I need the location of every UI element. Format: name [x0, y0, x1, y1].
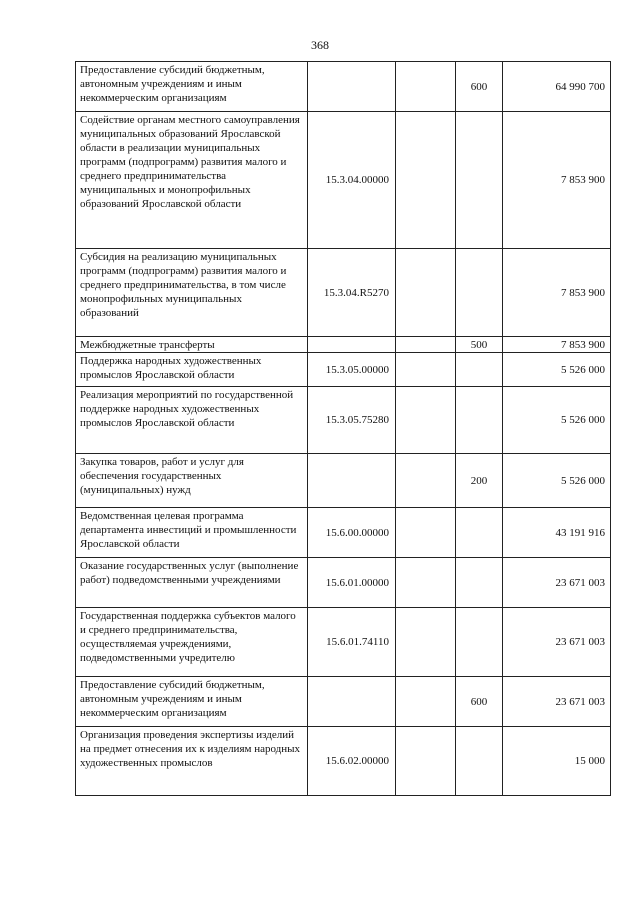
table-row — [76, 558, 611, 608]
row-code — [308, 677, 396, 727]
table-row — [76, 387, 611, 454]
row-amount: 5 526 000 — [503, 454, 611, 508]
row-expense-type: 600 — [456, 677, 503, 727]
row-expense-type: 500 — [456, 337, 503, 353]
page-number: 368 — [311, 38, 329, 52]
empty-cell — [396, 454, 456, 508]
row-expense-type — [456, 727, 503, 796]
row-code — [308, 337, 396, 353]
empty-cell — [396, 558, 456, 608]
row-amount: 7 853 900 — [503, 112, 611, 249]
row-code: 15.6.00.00000 — [308, 508, 396, 558]
row-code: 15.6.02.00000 — [308, 727, 396, 796]
row-name: Поддержка народных художественных промыслов Ярославской области — [76, 353, 308, 387]
row-amount: 23 671 003 — [503, 608, 611, 677]
empty-cell — [396, 112, 456, 249]
table-row — [76, 249, 611, 337]
row-amount: 23 671 003 — [503, 558, 611, 608]
table-row — [76, 677, 611, 727]
empty-cell — [396, 337, 456, 353]
empty-cell — [396, 387, 456, 454]
row-name: Субсидия на реализацию муниципальных программ (подпрограмм) развития малого и среднего предпринимательства, в том числе монопрофильных муниципальных образований — [76, 249, 308, 337]
row-amount: 23 671 003 — [503, 677, 611, 727]
row-amount: 5 526 000 — [503, 353, 611, 387]
table-row — [76, 112, 611, 249]
table-row — [76, 454, 611, 508]
row-code: 15.3.05.75280 — [308, 387, 396, 454]
empty-cell — [396, 608, 456, 677]
row-amount: 43 191 916 — [503, 508, 611, 558]
row-code: 15.6.01.74110 — [308, 608, 396, 677]
row-code: 15.3.04.00000 — [308, 112, 396, 249]
row-amount: 5 526 000 — [503, 387, 611, 454]
row-code — [308, 454, 396, 508]
row-name: Межбюджетные трансферты — [76, 337, 308, 353]
row-name: Государственная поддержка субъектов малого и среднего предпринимательства, осуществляемая учреждениями, подведомственными учредителю — [76, 608, 308, 677]
row-amount: 15 000 — [503, 727, 611, 796]
row-expense-type — [456, 249, 503, 337]
row-code: 15.6.01.00000 — [308, 558, 396, 608]
row-amount: 64 990 700 — [503, 62, 611, 112]
row-name: Закупка товаров, работ и услуг для обеспечения государственных (муниципальных) нужд — [76, 454, 308, 508]
row-code: 15.3.05.00000 — [308, 353, 396, 387]
row-expense-type — [456, 558, 503, 608]
empty-cell — [396, 62, 456, 112]
row-expense-type — [456, 353, 503, 387]
row-name: Организация проведения экспертизы изделий на предмет отнесения их к изделиям народных художественных промыслов — [76, 727, 308, 796]
row-amount: 7 853 900 — [503, 249, 611, 337]
row-expense-type — [456, 608, 503, 677]
row-name: Ведомственная целевая программа департамента инвестиций и промышленности Ярославской области — [76, 508, 308, 558]
row-expense-type: 200 — [456, 454, 503, 508]
empty-cell — [396, 727, 456, 796]
table-row — [76, 337, 611, 353]
row-name: Предоставление субсидий бюджетным, автономным учреждениям и иным некоммерческим организациям — [76, 62, 308, 112]
empty-cell — [396, 677, 456, 727]
table-row — [76, 608, 611, 677]
row-expense-type: 600 — [456, 62, 503, 112]
row-code: 15.3.04.R5270 — [308, 249, 396, 337]
row-name: Реализация мероприятий по государственной поддержке народных художественных промыслов Ярославской области — [76, 387, 308, 454]
row-code — [308, 62, 396, 112]
budget-table — [75, 61, 611, 796]
empty-cell — [396, 249, 456, 337]
table-row — [76, 353, 611, 387]
row-name: Содействие органам местного самоуправления муниципальных образований Ярославской области в реализации муниципальных программ (подпрограмм) развития малого и среднего предпринимательства муниципальных и монопрофильных образований Ярославской области — [76, 112, 308, 249]
table-row — [76, 727, 611, 796]
empty-cell — [396, 508, 456, 558]
table-row — [76, 62, 611, 112]
row-expense-type — [456, 387, 503, 454]
row-amount: 7 853 900 — [503, 337, 611, 353]
row-expense-type — [456, 112, 503, 249]
table-row — [76, 508, 611, 558]
row-name: Предоставление субсидий бюджетным, автономным учреждениям и иным некоммерческим организациям — [76, 677, 308, 727]
empty-cell — [396, 353, 456, 387]
row-expense-type — [456, 508, 503, 558]
row-name: Оказание государственных услуг (выполнение работ) подведомственными учреждениями — [76, 558, 308, 608]
